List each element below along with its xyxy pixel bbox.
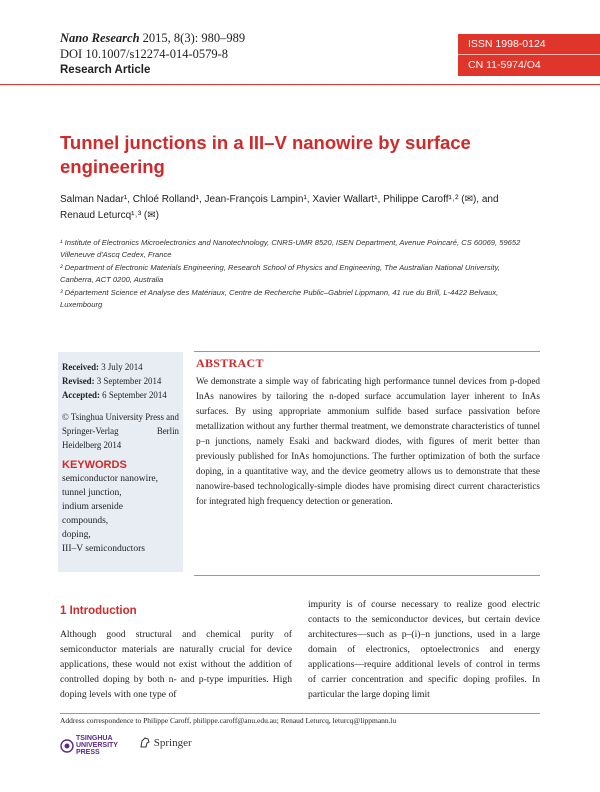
accepted-line: Accepted: 6 September 2014	[62, 390, 167, 400]
revised-line: Revised: 3 September 2014	[62, 376, 162, 386]
keyword: III–V semiconductors	[62, 544, 145, 554]
tsinghua-emblem-icon	[60, 739, 74, 753]
keywords-title: KEYWORDS	[62, 459, 127, 471]
abstract-bottom-rule	[194, 575, 540, 576]
keyword: semiconductor nanowire,	[62, 474, 159, 484]
keyword: indium arsenide	[62, 502, 123, 512]
keyword: doping,	[62, 530, 91, 540]
tsinghua-logo	[60, 735, 136, 756]
cn-number: CN 11-5974/O4	[468, 59, 541, 71]
issn: ISSN 1998-0124	[468, 38, 546, 50]
article-type: Research Article	[60, 64, 151, 76]
keyword: compounds,	[62, 516, 109, 526]
springer-horse-icon	[139, 736, 151, 748]
article-info-sidebar	[58, 352, 183, 572]
authors: Salman Nadar¹, Chloé Rolland¹, Jean-François Lampin¹, Xavier Wallart¹, Philippe Caroff¹˒² (✉), and Renaud Leturcq¹˒³ (✉)	[60, 194, 499, 221]
abstract-title: ABSTRACT	[196, 356, 264, 370]
journal-citation	[60, 31, 245, 46]
keyword: tunnel junction,	[62, 488, 122, 498]
page-title: Tunnel junctions in a III–V nanowire by surface engineering	[60, 132, 471, 177]
header-divider	[0, 84, 600, 85]
affiliation-3: ³ Département Science et Analyse des Matériaux, Centre de Recherche Public–Gabriel Lippmann, 41 rue du Brill, L-4422 Belvaux, Luxembourg	[60, 288, 499, 309]
copyright: © Tsinghua University Press and Springer-Verlag Berlin Heidelberg 2014	[62, 412, 179, 450]
intro-column-2: impurity is of course necessary to realize good electric contacts to the semiconductor devices, but certain device architectures—such as p–(i)–n junctions, used in a large domain of electronics, optoelectronics and energy applications—require additional levels of control in terms of carrier concentration and specific doping profiles. In particular the large doping limit	[308, 599, 540, 700]
tsinghua-label: TSINGHUA UNIVERSITY PRESS	[75, 735, 118, 756]
intro-column-1: Although good structural and chemical purity of semiconductor materials are naturally crucial for device applications, these would not exist without the addition of controlled doping by both n- and p-type impurities. High doping levels with one type of	[60, 629, 292, 700]
footnote-divider	[60, 713, 540, 714]
springer-logo	[139, 736, 192, 749]
abstract-top-rule	[194, 351, 540, 352]
journal-volume: 2015, 8(3): 980–989	[142, 31, 246, 45]
journal-name: Nano Research	[60, 31, 140, 45]
springer-label: Springer	[153, 737, 192, 749]
doi[interactable]: DOI 10.1007/s12274-014-0579-8	[60, 47, 229, 61]
correspondence-footnote: Address correspondence to Philippe Caroff, philippe.caroff@anu.edu.au; Renaud Leturcq, leturcq@lippmann.lu	[60, 716, 397, 725]
affiliation-1: ¹ Institute of Electronics Microelectronics and Nanotechnology, CNRS-UMR 8520, ISEN Department, Avenue Poincaré, CS 60069, 59652 Villeneuve d'Ascq Cedex, France	[60, 238, 521, 259]
received-line: Received: 3 July 2014	[62, 362, 143, 372]
abstract-text: We demonstrate a simple way of fabricating high performance tunnel devices from p-doped InAs nanowires by tailoring the n-doped surface accumulation layer inherent to InAs surfaces. By using appropriate ammonium sulfide based surface passivation before metallization without any further thermal treatment, we demonstrate characteristics of tunnel p–n junctions, namely Esaki and backward diodes, with figures of merit better than previously published for InAs homojunctions. The further optimization of both the surface doping, in a quantitative way, and the device geometry allows us to demonstrate that these nanowire-based technologically-simple diodes have promising direct current characteristics for integrated high frequency detection or generation.	[196, 376, 540, 506]
section-heading: 1 Introduction	[60, 605, 137, 617]
affiliation-2: ² Department of Electronic Materials Engineering, Research School of Physics and Engineering, The Australian National University, Canberra, ACT 0200, Australia	[60, 263, 500, 284]
